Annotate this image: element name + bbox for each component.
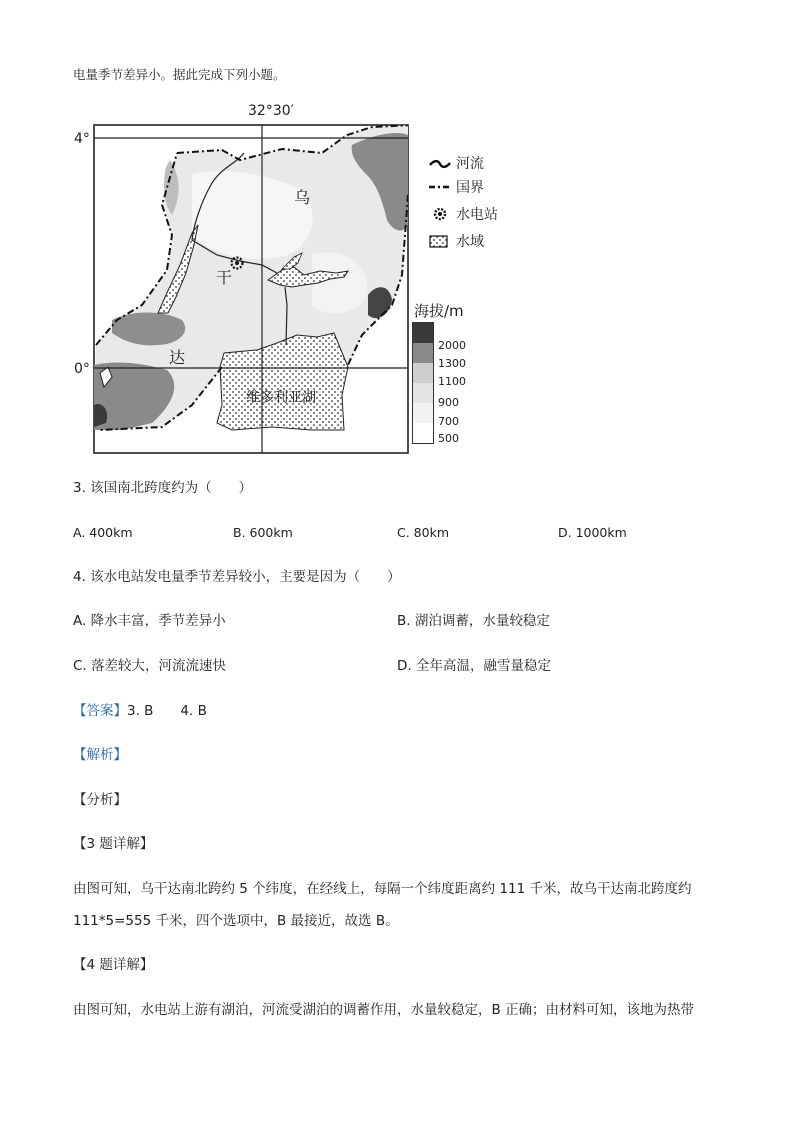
answer-line <box>73 701 207 721</box>
q4-option-d: D. 全年高温，融雪量稳定 <box>397 658 551 674</box>
detail3-label: 【3 题详解】 <box>73 836 154 852</box>
q4-option-b: B. 湖泊调蓄，水量较稳定 <box>397 613 550 629</box>
lat-4-label: 4° <box>74 131 90 147</box>
legend-river: 河流 <box>428 152 518 176</box>
country-char-wu: 乌 <box>294 188 311 207</box>
map-legend <box>428 152 518 257</box>
analysis-label: 【解析】 <box>73 747 127 763</box>
lake-victoria-label: 维多利亚湖 <box>246 390 316 406</box>
q3-option-d: D. 1000km <box>558 525 627 540</box>
elevation-title: 海拔/m <box>414 302 464 320</box>
country-char-da: 达 <box>169 348 186 367</box>
water-icon <box>429 235 449 248</box>
legend-border: 国界 <box>428 176 518 203</box>
detail3-line2: 111*5=555 千米，四个选项中，B 最接近，故选 B。 <box>73 913 399 929</box>
elev-500: 500 <box>438 432 459 445</box>
q4-option-a: A. 降水丰富，季节差异小 <box>73 613 226 629</box>
detail3-line1: 由图可知，乌干达南北跨约 5 个纬度，在经线上，每隔一个纬度距离约 111 千米，故乌干达南北跨度约 <box>73 881 692 897</box>
longitude-label: 32°30′ <box>248 103 294 119</box>
station-icon <box>432 206 448 222</box>
elevation-scale <box>412 300 492 450</box>
detail4-line1: 由图可知，水电站上游有湖泊，河流受湖泊的调蓄作用，水量较稳定，B 正确；由材料可知，该地为热带 <box>73 1002 695 1018</box>
fenxi-label: 【分析】 <box>73 792 127 808</box>
elevation-bar <box>412 322 434 444</box>
q3-option-a: A. 400km <box>73 525 133 540</box>
river-icon <box>428 156 452 170</box>
border-icon <box>428 182 452 192</box>
elev-700: 700 <box>438 415 459 428</box>
intro-text: 电量季节差异小。据此完成下列小题。 <box>73 67 286 82</box>
q4-stem: 4. 该水电站发电量季节差异较小，主要是因为（ ） <box>73 569 401 585</box>
q4-option-c: C. 落差较大，河流流速快 <box>73 658 227 674</box>
elev-1300: 1300 <box>438 357 466 370</box>
q3-option-c: C. 80km <box>397 525 449 540</box>
q3-option-b: B. 600km <box>233 525 293 540</box>
answer-text: 3. B 4. B <box>127 703 207 719</box>
country-char-gan: 干 <box>216 268 233 287</box>
lat-0-label: 0° <box>74 361 90 377</box>
elev-2000: 2000 <box>438 339 466 352</box>
answer-label: 【答案】 <box>73 703 127 719</box>
elev-900: 900 <box>438 396 459 409</box>
legend-station: 水电站 <box>428 203 518 230</box>
q3-stem: 3. 该国南北跨度约为（ ） <box>73 480 253 496</box>
elev-1100: 1100 <box>438 375 466 388</box>
legend-water: 水域 <box>428 230 518 257</box>
detail4-label: 【4 题详解】 <box>73 957 154 973</box>
